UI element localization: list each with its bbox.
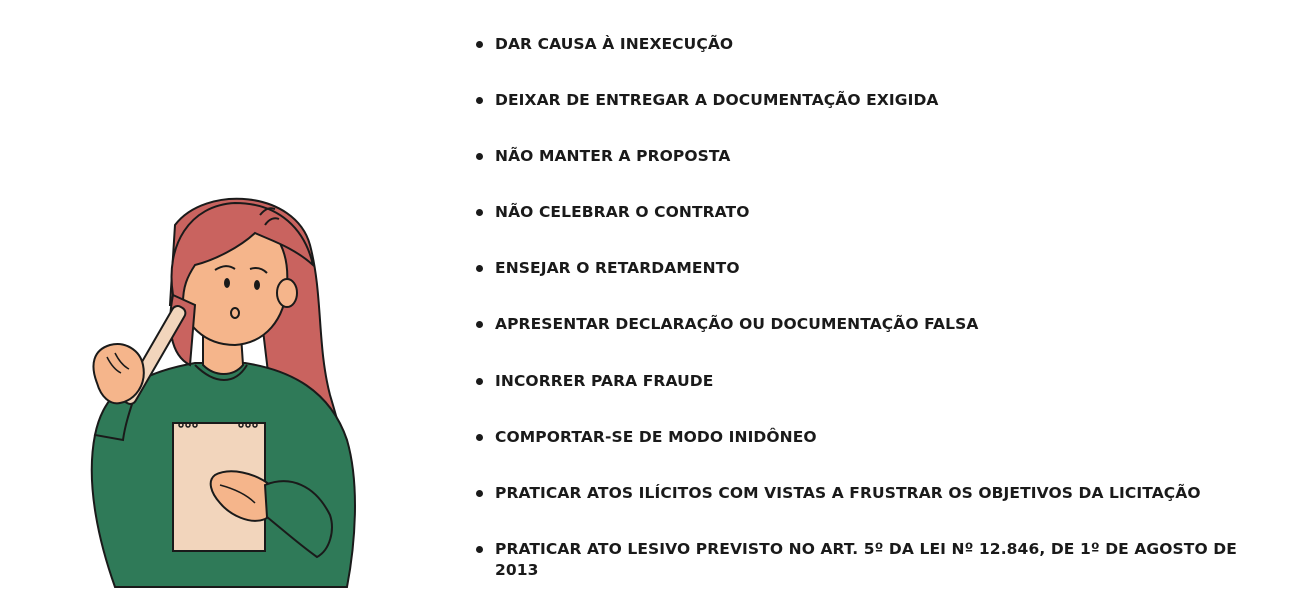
- woman-thinking-illustration: [55, 185, 405, 590]
- list-item: [470, 427, 1270, 449]
- bullet-dot: [476, 490, 483, 497]
- list-item-text: NÃO CELEBRAR O CONTRATO: [495, 203, 750, 222]
- bullet-dot: [476, 209, 483, 216]
- bullet-dot: [476, 265, 483, 272]
- list-item-text: PRATICAR ATO LESIVO PREVISTO NO ART. 5º DA LEI Nº 12.846, DE 1º DE AGOSTO DE 2013: [495, 539, 1237, 580]
- list-item: [470, 483, 1270, 505]
- bullet-dot: [476, 434, 483, 441]
- woman-thinking-with-pen-and-notepad-icon: [55, 185, 405, 590]
- list-item: [470, 146, 1270, 168]
- list-item: [470, 371, 1270, 393]
- bullet-list: [470, 34, 1270, 616]
- bullet-dot: [476, 97, 483, 104]
- list-item-text: INCORRER PARA FRAUDE: [495, 371, 714, 390]
- list-item: [470, 539, 1270, 582]
- list-item: [470, 202, 1270, 224]
- list-item-text: DAR CAUSA À INEXECUÇÃO: [495, 35, 734, 53]
- bullet-dot: [476, 153, 483, 160]
- list-item-text: NÃO MANTER A PROPOSTA: [495, 147, 731, 166]
- list-item-text: APRESENTAR DECLARAÇÃO OU DOCUMENTAÇÃO FALSA: [495, 315, 979, 334]
- list-item: [470, 258, 1270, 280]
- list-item-text: ENSEJAR O RETARDAMENTO: [495, 259, 740, 278]
- bullet-dot: [476, 546, 483, 553]
- bullet-dot: [476, 321, 483, 328]
- list-item: [470, 90, 1270, 112]
- list-item: [470, 34, 1270, 56]
- list-item-text: PRATICAR ATOS ILÍCITOS COM VISTAS A FRUSTRAR OS OBJETIVOS DA LICITAÇÃO: [495, 483, 1201, 502]
- bullet-dot: [476, 41, 483, 48]
- list-item-text: DEIXAR DE ENTREGAR A DOCUMENTAÇÃO EXIGIDA: [495, 91, 939, 110]
- bullet-dot: [476, 378, 483, 385]
- list-item-text: COMPORTAR-SE DE MODO INIDÔNEO: [495, 427, 817, 446]
- list-item: [470, 314, 1270, 336]
